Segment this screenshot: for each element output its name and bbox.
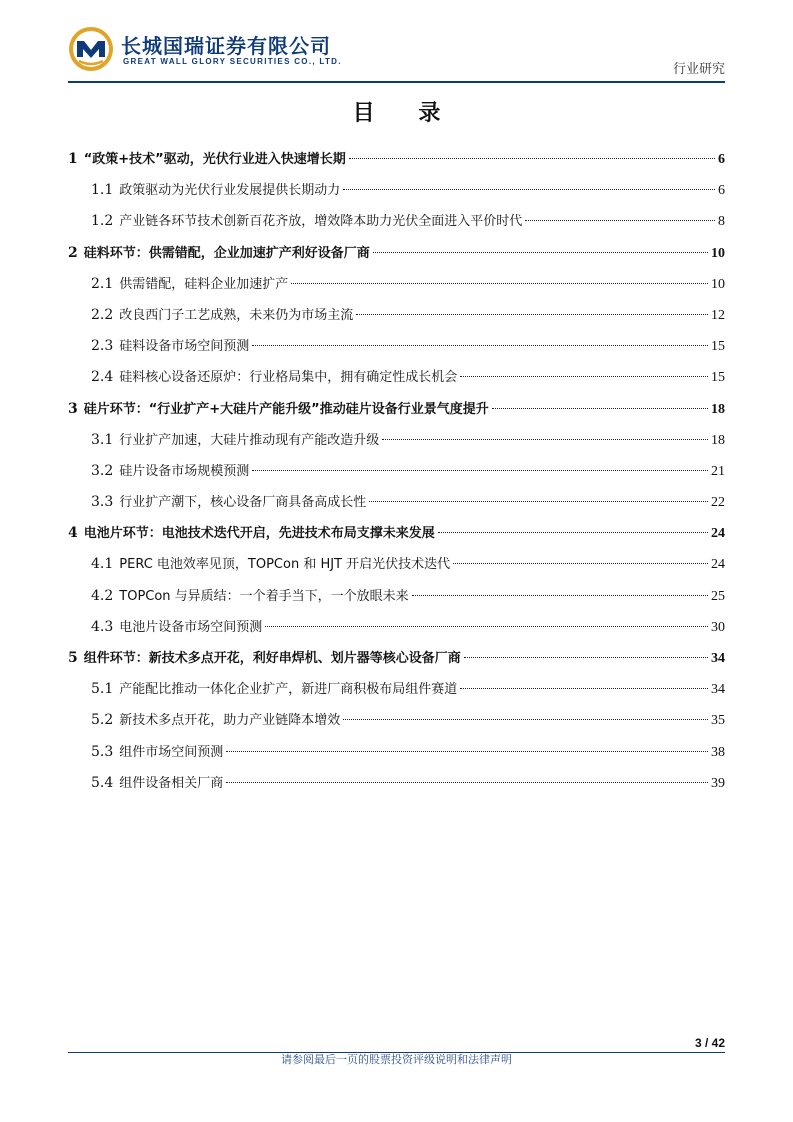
toc-entry-title: PERC 电池效率见顶，TOPCon 和 HJT 开启光伏技术迭代 — [119, 557, 451, 573]
toc-entry[interactable] — [68, 518, 725, 549]
toc-entry-title: 产业链各环节技术创新百花齐放，增效降本助力光伏全面进入平价时代 — [119, 214, 523, 230]
toc-entry-number: 1 — [68, 151, 78, 167]
dot-leader — [252, 345, 708, 346]
dot-leader — [460, 376, 708, 377]
toc-entry-page: 12 — [711, 307, 725, 323]
toc-entry[interactable] — [68, 487, 725, 518]
toc-entry-number: 5.1 — [91, 681, 114, 698]
toc-entry[interactable] — [68, 612, 725, 643]
toc-entry-page: 38 — [711, 744, 725, 760]
dot-leader — [373, 252, 708, 253]
toc-entry-title: 改良西门子工艺成熟，未来仍为市场主流 — [119, 307, 354, 323]
toc-entry-title: 电池片设备市场空间预测 — [119, 619, 263, 635]
dot-leader — [343, 719, 708, 720]
toc-entry-title: TOPCon 与异质结：一个着手当下，一个放眼未来 — [119, 588, 409, 604]
toc-entry[interactable] — [68, 238, 725, 269]
toc-entry-number: 1.2 — [91, 213, 114, 230]
toc-entry-number: 3 — [68, 400, 78, 417]
dot-leader — [464, 657, 708, 658]
toc-entry-page: 6 — [718, 152, 725, 167]
header-divider — [68, 81, 725, 83]
dot-leader — [291, 283, 708, 284]
toc-entry-number: 4.2 — [91, 587, 114, 604]
dot-leader — [382, 439, 708, 440]
dot-leader — [460, 688, 708, 689]
toc-entry[interactable] — [68, 362, 725, 393]
report-type-label: 行业研究 — [672, 62, 725, 77]
dot-leader — [492, 408, 708, 409]
toc-entry-number: 5 — [68, 650, 78, 666]
dot-leader — [438, 532, 708, 533]
toc-entry-title: 硅料设备市场空间预测 — [119, 339, 250, 355]
dot-leader — [412, 595, 708, 596]
toc-entry-title: 组件设备相关厂商 — [119, 775, 224, 791]
company-logo-icon — [68, 26, 114, 72]
dot-leader — [343, 189, 715, 190]
toc-entry-number: 2.1 — [91, 275, 114, 292]
toc-entry[interactable] — [68, 331, 725, 362]
toc-entry-page: 34 — [711, 651, 725, 666]
toc-entry-title: 组件环节：新技术多点开花，利好串焊机、划片器等核心设备厂商 — [83, 651, 461, 666]
toc-entry-page: 24 — [711, 557, 725, 573]
dot-leader — [226, 782, 708, 783]
toc-entry-number: 2 — [68, 244, 78, 261]
table-of-contents — [68, 144, 725, 799]
toc-entry[interactable] — [68, 269, 725, 300]
toc-entry-title: 政策驱动为光伏行业发展提供长期动力 — [119, 183, 341, 199]
toc-entry-page: 30 — [711, 619, 725, 635]
toc-entry-page: 24 — [711, 526, 725, 542]
toc-entry[interactable] — [68, 705, 725, 736]
dot-leader — [369, 501, 708, 502]
toc-entry-number: 4.3 — [91, 618, 114, 635]
page-header — [68, 24, 725, 82]
toc-entry-page: 25 — [711, 588, 725, 604]
toc-entry-title: 产能配比推动一体化企业扩产，新进厂商积极布局组件赛道 — [119, 682, 458, 698]
toc-entry[interactable] — [68, 175, 725, 206]
toc-entry[interactable] — [68, 144, 725, 175]
toc-entry-page: 15 — [711, 370, 725, 386]
toc-entry-page: 22 — [711, 495, 725, 511]
dot-leader — [356, 314, 708, 315]
toc-title: 目 录 — [352, 101, 459, 126]
toc-entry[interactable] — [68, 206, 725, 237]
toc-entry-title: 组件市场空间预测 — [119, 744, 224, 760]
toc-entry-number: 3.1 — [91, 431, 114, 448]
toc-entry-number: 5.3 — [91, 743, 114, 760]
toc-entry-title: 供需错配，硅料企业加速扩产 — [119, 276, 289, 292]
toc-entry[interactable] — [68, 674, 725, 705]
toc-entry[interactable] — [68, 549, 725, 580]
toc-entry-number: 5.4 — [91, 774, 114, 791]
toc-entry-number: 3.3 — [91, 494, 114, 511]
toc-entry-page: 10 — [711, 245, 725, 261]
toc-entry-page: 18 — [711, 432, 725, 448]
toc-entry-number: 5.2 — [91, 712, 114, 729]
toc-entry[interactable] — [68, 394, 725, 425]
toc-entry[interactable] — [68, 643, 725, 674]
toc-entry-title: 硅片设备市场规模预测 — [119, 463, 250, 479]
toc-entry-number: 3.2 — [91, 462, 114, 479]
toc-entry-page: 6 — [718, 183, 725, 199]
toc-entry-number: 4.1 — [91, 556, 114, 573]
dot-leader — [252, 470, 708, 471]
toc-entry-number: 2.2 — [91, 306, 114, 323]
toc-entry-title: 硅片环节：“行业扩产+大硅片产能升级”推动硅片设备行业景气度提升 — [83, 401, 489, 417]
toc-entry-page: 39 — [711, 775, 725, 791]
dot-leader — [525, 220, 715, 221]
toc-entry-number: 2.3 — [91, 338, 114, 355]
toc-entry-page: 34 — [711, 682, 725, 698]
dot-leader — [349, 158, 715, 159]
toc-entry-page: 10 — [711, 276, 725, 292]
toc-entry[interactable] — [68, 768, 725, 799]
toc-entry[interactable] — [68, 300, 725, 331]
footer-disclaimer: 请参阅最后一页的股票投资评级说明和法律声明 — [281, 1053, 512, 1066]
toc-entry-number: 2.4 — [91, 369, 114, 386]
toc-entry-number: 4 — [68, 525, 78, 542]
dot-leader — [265, 626, 708, 627]
dot-leader — [226, 751, 708, 752]
toc-entry-page: 8 — [718, 214, 725, 230]
toc-entry[interactable] — [68, 456, 725, 487]
toc-entry[interactable] — [68, 425, 725, 456]
toc-entry-page: 21 — [711, 463, 725, 479]
toc-entry-page: 15 — [711, 339, 725, 355]
toc-entry-title: 行业扩产加速，大硅片推动现有产能改造升级 — [119, 432, 380, 448]
toc-entry-title: 新技术多点开花，助力产业链降本增效 — [119, 713, 341, 729]
toc-entry-number: 1.1 — [91, 182, 114, 199]
toc-entry-title: “政策+技术”驱动，光伏行业进入快速增长期 — [83, 152, 346, 167]
toc-entry[interactable] — [68, 581, 725, 612]
company-name-en: GREAT WALL GLORY SECURITIES CO., LTD. — [123, 57, 342, 66]
company-name-cn: 长城国瑞证券有限公司 — [121, 34, 331, 58]
page-number: 3 / 42 — [694, 1036, 725, 1050]
toc-entry-title: 行业扩产潮下，核心设备厂商具备高成长性 — [119, 495, 367, 511]
toc-entry-title: 硅料环节：供需错配，企业加速扩产利好设备厂商 — [83, 245, 370, 261]
toc-entry-title: 电池片环节：电池技术迭代开启，先进技术布局支撑未来发展 — [83, 526, 435, 542]
toc-entry-page: 35 — [711, 713, 725, 729]
toc-entry-page: 18 — [711, 401, 725, 417]
toc-entry[interactable] — [68, 737, 725, 768]
dot-leader — [453, 563, 708, 564]
toc-entry-title: 硅料核心设备还原炉：行业格局集中，拥有确定性成长机会 — [119, 370, 458, 386]
